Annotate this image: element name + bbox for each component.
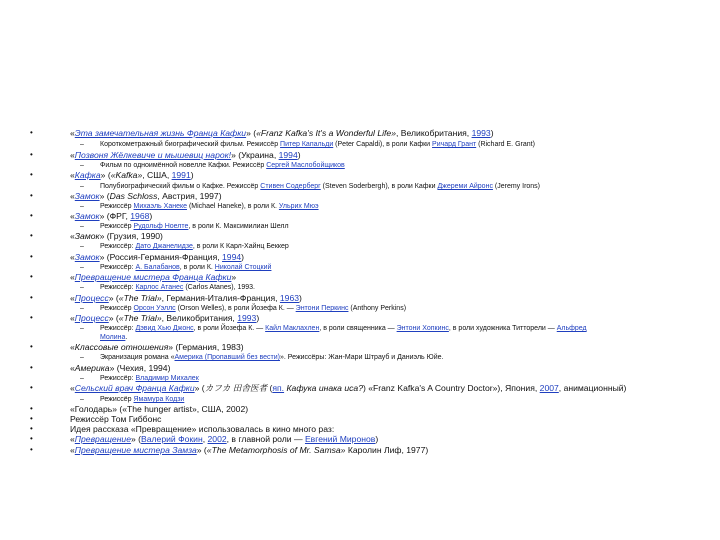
- text-segment: .: [125, 334, 128, 341]
- text-segment: (Jeremy Irons): [492, 183, 541, 190]
- wiki-link[interactable]: Ричард Грант: [432, 141, 477, 148]
- text-segment: » (: [108, 313, 119, 323]
- dash-icon: –: [80, 396, 84, 403]
- wiki-link[interactable]: Карлос Атанес: [135, 284, 184, 291]
- film-detail-line: [100, 140, 535, 149]
- text-segment: Классовые отношения: [74, 342, 169, 352]
- text-segment: (Carlos Atanes), 1993.: [183, 284, 255, 291]
- wiki-link[interactable]: 1994: [278, 150, 298, 160]
- dash-icon: –: [80, 264, 84, 271]
- bullet-icon: •: [30, 231, 33, 240]
- text-segment: ». Режиссёры: Жан-Мари Штрауб и Даниэль Юйе.: [279, 354, 444, 361]
- wiki-link[interactable]: 1994: [222, 252, 242, 262]
- film-title-line: [70, 414, 161, 424]
- wiki-link[interactable]: Замок: [74, 211, 100, 221]
- dash-icon: –: [80, 203, 84, 210]
- bullet-icon: •: [30, 293, 33, 302]
- film-title-line: [70, 191, 222, 201]
- wiki-link[interactable]: Энтони Перкинс: [295, 305, 349, 312]
- film-detail-line: [100, 374, 199, 383]
- text-segment: Фильм по одноимённой новелле Кафки. Режиссёр: [100, 162, 267, 169]
- text-segment: » (: [194, 383, 205, 393]
- text-segment: (Michael Haneke), в роли К.: [187, 203, 279, 210]
- wiki-link[interactable]: Сергей Маслобойщиков: [266, 162, 345, 169]
- wiki-link[interactable]: Ульрих Мюэ: [278, 203, 319, 210]
- text-segment: , Австрия, 1997): [157, 191, 222, 201]
- wiki-link[interactable]: А. Балабанов: [135, 264, 180, 271]
- wiki-link[interactable]: Кайл Маклахлен: [265, 325, 320, 332]
- bullet-icon: •: [30, 191, 33, 200]
- film-title-line: [70, 313, 259, 323]
- text-segment: » (: [246, 128, 257, 138]
- wiki-link[interactable]: 1993: [237, 313, 257, 323]
- film-title-line: [70, 293, 302, 303]
- text-segment: , в роли К. Максимилиан Шелл: [188, 223, 289, 230]
- bullet-icon: •: [30, 424, 33, 433]
- film-title-line: [70, 383, 626, 393]
- wiki-link[interactable]: Ямамура Кодзи: [133, 396, 185, 403]
- dash-icon: –: [80, 243, 84, 250]
- text-segment: «: [70, 293, 75, 303]
- wiki-link[interactable]: Михаэль Ханеке: [133, 203, 188, 210]
- film-detail-line: [100, 324, 587, 333]
- text-segment: Режиссёр Том Гиббонс: [70, 414, 162, 424]
- text-segment: » (Украина,: [231, 150, 279, 160]
- film-detail-line: [100, 161, 345, 170]
- text-segment: ) «Franz Kafka's A Country Doctor»), Япония,: [362, 383, 540, 393]
- text-segment: «Голодарь» («The hunger artist», США, 2002): [70, 404, 249, 414]
- dash-icon: –: [80, 141, 84, 148]
- text-segment: «The Trial»: [118, 293, 162, 303]
- film-title-line: [70, 363, 170, 373]
- text-segment: (: [267, 383, 273, 393]
- film-title-line: [70, 272, 236, 282]
- text-segment: ,: [202, 434, 208, 444]
- bullet-icon: •: [30, 150, 33, 159]
- text-segment: ): [241, 252, 245, 262]
- text-segment: «Franz Kafka's It's a Wonderful Life»: [256, 128, 396, 138]
- wiki-link[interactable]: Джереми Айронс: [437, 183, 493, 190]
- text-segment: Режиссёр: [100, 223, 134, 230]
- text-segment: Короткометражный биографический фильм. Режиссёр: [100, 141, 281, 148]
- text-segment: Режиссёр: [100, 396, 134, 403]
- text-segment: Режиссёр:: [100, 375, 136, 382]
- text-segment: Режиссёр: [100, 203, 134, 210]
- film-detail-line: [100, 353, 443, 362]
- wiki-link[interactable]: Замок: [74, 191, 100, 201]
- text-segment: ): [256, 313, 260, 323]
- text-segment: «: [70, 272, 75, 282]
- text-segment: , США,: [142, 170, 172, 180]
- text-segment: «: [70, 252, 75, 262]
- wiki-link[interactable]: 1968: [130, 211, 150, 221]
- dash-icon: –: [80, 375, 84, 382]
- wiki-link[interactable]: Рудольф Ноелте: [133, 223, 189, 230]
- wiki-link[interactable]: Позвоня Жёлкевиче и мышевиц нарок!: [74, 150, 232, 160]
- wiki-link[interactable]: Питер Капальди: [280, 141, 334, 148]
- text-segment: Экранизация романа «: [100, 354, 175, 361]
- film-title-line: [70, 150, 301, 160]
- text-segment: » (Грузия, 1990): [99, 231, 163, 241]
- film-title-line: [70, 252, 244, 262]
- film-title-line: [70, 434, 378, 444]
- dash-icon: –: [80, 223, 84, 230]
- text-segment: (Orson Welles), в роли Йозефа К. —: [175, 305, 296, 312]
- wiki-link[interactable]: Превращение мистера Замза: [74, 445, 197, 455]
- film-detail-line: [100, 395, 184, 404]
- wiki-link[interactable]: Орсон Уэллс: [133, 305, 176, 312]
- bullet-icon: •: [30, 313, 33, 322]
- wiki-link[interactable]: 1963: [279, 293, 300, 303]
- wiki-link[interactable]: Америка (Пропавший без вести): [174, 354, 280, 361]
- wiki-link[interactable]: Альфред: [556, 325, 587, 332]
- wiki-link[interactable]: Превращение мистера Франца Кафки: [74, 272, 232, 282]
- wiki-link[interactable]: Николай Стоцкий: [214, 264, 272, 271]
- film-title-line: [70, 342, 244, 352]
- text-segment: ): [297, 150, 301, 160]
- text-segment: «: [70, 313, 75, 323]
- dash-icon: –: [80, 325, 84, 332]
- text-segment: , в роли художника Титторели —: [448, 325, 557, 332]
- text-segment: «: [70, 445, 75, 455]
- bullet-icon: •: [30, 404, 33, 413]
- text-segment: ): [299, 293, 302, 303]
- text-segment: ): [490, 128, 494, 138]
- text-segment: , в роли священника —: [319, 325, 397, 332]
- text-segment: » (: [100, 170, 111, 180]
- film-title-line: [70, 128, 494, 138]
- dash-icon: –: [80, 183, 84, 190]
- text-segment: » (: [196, 445, 207, 455]
- text-segment: «: [70, 211, 75, 221]
- wiki-link[interactable]: Евгений Миронов: [304, 434, 376, 444]
- text-segment: «The Metamorphosis of Mr. Samsa»: [206, 445, 346, 455]
- dash-icon: –: [80, 305, 84, 312]
- film-detail-line: [100, 202, 319, 211]
- text-segment: , Великобритания,: [161, 313, 238, 323]
- text-segment: » (: [99, 191, 110, 201]
- text-segment: Режиссёр: [100, 305, 134, 312]
- film-detail-line: [100, 242, 289, 251]
- dash-icon: –: [80, 354, 84, 361]
- wiki-link[interactable]: 1993: [471, 128, 491, 138]
- wiki-link[interactable]: Энтони Хопкинс: [396, 325, 449, 332]
- wiki-link[interactable]: 2002: [207, 434, 227, 444]
- text-segment: ): [149, 211, 153, 221]
- bullet-icon: •: [30, 445, 33, 454]
- text-segment: »: [231, 272, 237, 282]
- text-segment: Режиссёр:: [100, 264, 136, 271]
- text-segment: «: [70, 342, 75, 352]
- film-detail-line: [100, 304, 406, 313]
- film-detail-line: [100, 263, 271, 272]
- text-segment: , в главной роли —: [226, 434, 305, 444]
- text-segment: , в роли К Карл-Хайнц Беккер: [192, 243, 289, 250]
- dash-icon: –: [80, 162, 84, 169]
- bullet-icon: •: [30, 342, 33, 351]
- text-segment: » (Германия, 1983): [168, 342, 244, 352]
- bullet-icon: •: [30, 252, 33, 261]
- text-segment: Полубиографический фильм о Кафке. Режиссёр: [100, 183, 261, 190]
- wiki-link[interactable]: Владимир Михалек: [135, 375, 199, 382]
- text-segment: ): [190, 170, 194, 180]
- wiki-link[interactable]: Процесс: [74, 293, 109, 303]
- text-segment: Замок: [74, 231, 100, 241]
- wiki-link[interactable]: Замок: [74, 252, 100, 262]
- bullet-icon: •: [30, 383, 33, 392]
- text-segment: (Peter Capaldi), в роли Кафки: [333, 141, 433, 148]
- wiki-link[interactable]: Кафка: [74, 170, 101, 180]
- bullet-icon: •: [30, 170, 33, 179]
- wiki-link[interactable]: Стивен Содерберг: [260, 183, 321, 190]
- text-segment: » (: [108, 293, 119, 303]
- text-segment: » (Россия-Германия-Франция,: [99, 252, 223, 262]
- text-segment: Кафука инака иса?: [286, 383, 363, 393]
- wiki-link[interactable]: яп.: [272, 383, 285, 393]
- text-segment: Режиссёр:: [100, 325, 136, 332]
- text-segment: «: [70, 191, 75, 201]
- film-detail-line: [100, 283, 255, 292]
- text-segment: , анимационный): [558, 383, 627, 393]
- text-segment: (Anthony Perkins): [348, 305, 407, 312]
- text-segment: «Kafka»: [110, 170, 143, 180]
- text-segment: , в роли Йозефа К. —: [193, 325, 266, 332]
- film-title-line: [70, 170, 194, 180]
- text-segment: , Германия-Италия-Франция,: [161, 293, 280, 303]
- text-segment: «: [70, 128, 75, 138]
- text-segment: Америка: [74, 363, 110, 373]
- text-segment: » (Чехия, 1994): [109, 363, 171, 373]
- text-segment: «: [70, 150, 75, 160]
- film-title-line: [70, 211, 152, 221]
- dash-icon: –: [80, 284, 84, 291]
- text-segment: » (ФРГ,: [99, 211, 131, 221]
- text-segment: カフカ 田舎医者: [204, 383, 268, 393]
- bullet-icon: •: [30, 414, 33, 423]
- text-segment: (Steven Soderbergh), в роли Кафки: [320, 183, 438, 190]
- text-segment: » (: [131, 434, 142, 444]
- text-segment: «: [70, 363, 75, 373]
- wiki-link[interactable]: Дэвид Хью Джонс: [135, 325, 194, 332]
- text-segment: ): [375, 434, 379, 444]
- film-title-line: [70, 231, 163, 241]
- bullet-icon: •: [30, 363, 33, 372]
- text-segment: «: [70, 434, 75, 444]
- text-segment: «: [70, 170, 75, 180]
- wiki-link[interactable]: Валерий Фокин: [141, 434, 203, 444]
- text-segment: Идея рассказа «Превращение» использовалась в кино много раз:: [70, 424, 335, 434]
- text-segment: , Великобритания,: [396, 128, 472, 138]
- bullet-icon: •: [30, 128, 33, 137]
- text-segment: , в роли К.: [179, 264, 215, 271]
- text-segment: «The Trial»: [118, 313, 162, 323]
- wiki-link[interactable]: Дато Джанелидзе: [135, 243, 193, 250]
- wiki-link[interactable]: 1991: [171, 170, 191, 180]
- film-detail-line: [100, 182, 540, 191]
- film-title-line: [70, 445, 428, 455]
- film-title-line: [70, 404, 248, 414]
- film-detail-line: [100, 222, 289, 231]
- text-segment: «: [70, 383, 75, 393]
- text-segment: Каролин Лиф, 1977): [345, 445, 429, 455]
- text-segment: Режиссёр:: [100, 243, 136, 250]
- wiki-link[interactable]: Процесс: [74, 313, 109, 323]
- wiki-link[interactable]: Превращение: [74, 434, 131, 444]
- bullet-icon: •: [30, 211, 33, 220]
- film-detail-line: [100, 333, 127, 342]
- wiki-link[interactable]: 2007: [539, 383, 559, 393]
- wiki-link[interactable]: Молина: [100, 334, 126, 341]
- bullet-icon: •: [30, 434, 33, 443]
- text-segment: «: [70, 231, 75, 241]
- wiki-link[interactable]: Сельский врач Франца Кафки: [74, 383, 195, 393]
- film-title-line: [70, 424, 334, 434]
- text-segment: Das Schloss: [109, 191, 158, 201]
- text-segment: Режиссёр:: [100, 284, 136, 291]
- bullet-icon: •: [30, 272, 33, 281]
- text-segment: (Richard E. Grant): [476, 141, 535, 148]
- wiki-link[interactable]: Эта замечательная жизнь Франца Кафки: [74, 128, 247, 138]
